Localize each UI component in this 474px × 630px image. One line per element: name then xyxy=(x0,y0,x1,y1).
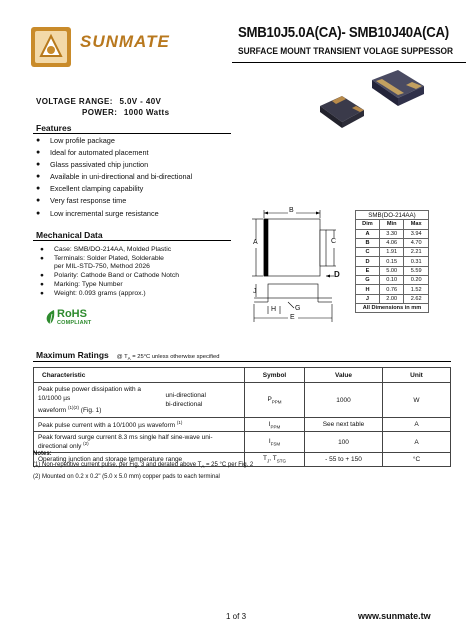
voltage-range-value: 5.0V - 40V xyxy=(119,97,162,106)
features-heading: Features xyxy=(36,123,72,133)
dim-header: Max xyxy=(404,220,429,229)
website-link[interactable]: www.sunmate.tw xyxy=(358,611,431,621)
list-item: ● Glass passivated chip junction xyxy=(36,159,236,171)
dimension-table xyxy=(355,210,429,313)
dim-label-g: G xyxy=(295,305,301,312)
features-rule xyxy=(33,133,231,134)
list-item: ● Excellent clamping capability xyxy=(36,183,236,195)
table-row: D 0.15 0.31 xyxy=(356,257,429,266)
list-item: ● Terminals: Solder Plated, Solderable xyxy=(40,254,164,262)
list-item: ● Available in uni-directional and bi-directional xyxy=(36,171,236,183)
part-subtitle: SURFACE MOUNT TRANSIENT VOLAGE SUPPESSOR xyxy=(238,46,454,57)
voltage-range-label: VOLTAGE RANGE: xyxy=(36,97,113,106)
ratings-heading: Maximum Ratings xyxy=(36,350,109,360)
list-item: ● Case: SMB/DO-214AA, Molded Plastic xyxy=(40,246,172,253)
table-row: H 0.76 1.52 xyxy=(356,285,429,294)
note-2: (2) Mounted on 0.2 x 0.2" (5.0 x 5.0 mm) copper pads to each terminal xyxy=(33,474,220,481)
list-item: ● Ideal for automated placement xyxy=(36,147,236,159)
list-item: ● Low incremental surge resistance xyxy=(36,208,236,220)
table-row: Peak forward surge current 8.3 ms single half sine-wave uni-directional only $^{(2)}$ $I_{FSM}$ 100 A xyxy=(34,432,451,453)
list-item: ● Low profile package xyxy=(36,135,236,147)
dim-label-c: C xyxy=(331,238,337,245)
list-item: per MIL-STD-750, Method 2026 xyxy=(54,263,150,271)
rohs-text: RoHS xyxy=(57,308,87,320)
note-1: (1) Non-repetitive current pulse, per Fig. 3 and derated above $T_A = 25$ °C per Fig. 2 xyxy=(33,462,254,470)
rohs-compliant-text: COMPLIANT xyxy=(57,320,92,326)
table-row: G 0.10 0.20 xyxy=(356,276,429,285)
brand-name: SUNMATE xyxy=(80,32,170,51)
part-title: SMB10J5.0A(CA)- SMB10J40A(CA) xyxy=(238,24,449,41)
col-header-symbol: Symbol xyxy=(245,368,305,383)
col-header-value: Value xyxy=(305,368,383,383)
dim-table-footer: All Dimensions in mm xyxy=(356,303,429,312)
dim-table-title: SMB(DO-214AA) xyxy=(356,211,429,220)
dim-header: Dim xyxy=(356,220,380,229)
col-header-characteristic: Characteristic xyxy=(34,368,245,383)
mechanical-heading: Mechanical Data xyxy=(36,230,103,240)
mechanical-list xyxy=(40,246,232,298)
notes-block xyxy=(33,449,253,483)
table-row: B 4.06 4.70 xyxy=(356,238,429,247)
table-row: Peak pulse power dissipation with a 10/1000 µs waveform $^{(1)(2)}$ (Fig. 1) uni-directional bi-directional $P_{PPM}$ 1000 W xyxy=(34,383,451,418)
dim-label-b: B xyxy=(289,207,294,214)
package-outline-drawing xyxy=(244,204,350,328)
ratings-condition: @ $T_A = 25^\circ C$ unless otherwise specified xyxy=(116,354,220,362)
power-value: 1000 Watts xyxy=(123,108,170,117)
power-label: POWER: xyxy=(82,108,118,117)
col-header-unit: Unit xyxy=(383,368,451,383)
company-logo-icon xyxy=(30,26,72,68)
list-item: ● Marking: Type Number xyxy=(40,280,123,288)
table-row: Peak pulse current with a 10/1000 µs waveform $^{(1)}$ $I_{PPM}$ See next table A xyxy=(34,418,451,432)
notes-heading: Notes: xyxy=(33,451,52,457)
list-item: ● Very fast response time xyxy=(36,195,236,207)
component-photo xyxy=(312,66,430,134)
rohs-badge xyxy=(44,308,104,328)
features-list xyxy=(36,135,236,220)
list-item: ● Weight: 0.093 grams (approx.) xyxy=(40,289,146,297)
table-row: J 2.00 2.62 xyxy=(356,294,429,303)
dim-header: Min xyxy=(379,220,404,229)
page-number: 1 of 3 xyxy=(226,612,247,621)
list-item: ● Polarity: Cathode Band or Cathode Notch xyxy=(40,272,180,280)
dim-label-h: H xyxy=(271,306,277,313)
mechanical-rule xyxy=(33,240,231,241)
table-row: A 3.30 3.94 xyxy=(356,229,429,238)
dim-label-e: E xyxy=(290,314,295,321)
header-divider xyxy=(232,62,466,63)
table-row: Operating junction and storage temperature range $T_J$, $T_{STG}$ - 55 to + 150 °C xyxy=(34,453,451,466)
dim-label-j: J xyxy=(253,288,257,295)
table-row: E 5.00 5.59 xyxy=(356,266,429,275)
dim-label-d: D xyxy=(334,270,340,279)
ratings-rule xyxy=(33,361,451,362)
dim-label-a: A xyxy=(253,239,258,246)
table-row: C 1.91 2.21 xyxy=(356,248,429,257)
leaf-icon xyxy=(44,309,56,325)
